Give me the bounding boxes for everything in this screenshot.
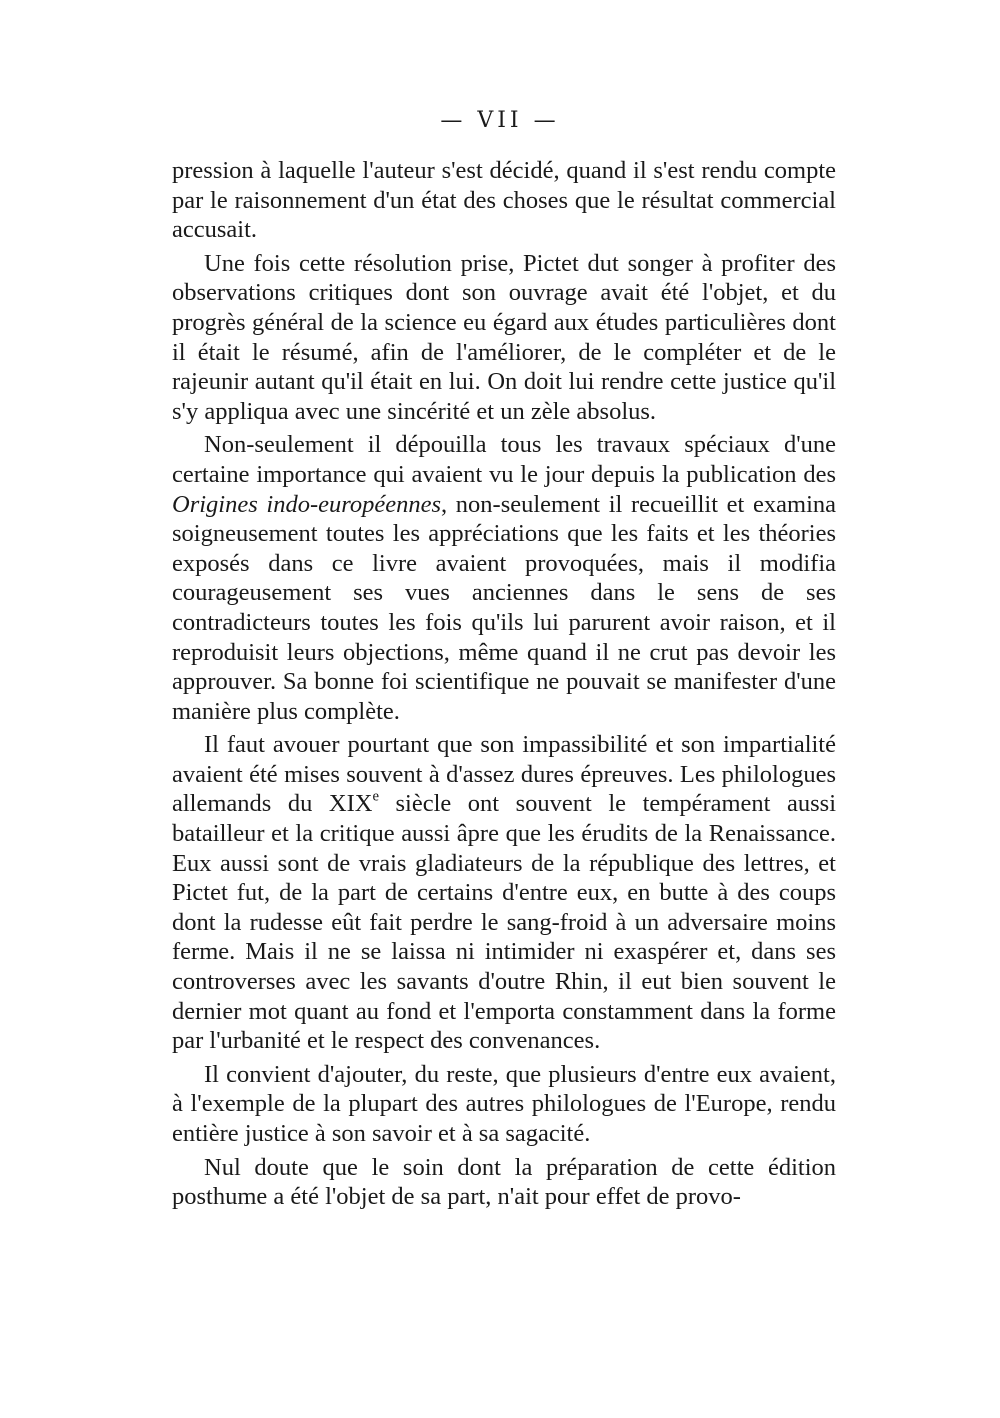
book-title: Origines indo-européennes (172, 490, 442, 518)
paragraph-1: pression à laquelle l'auteur s'est décidé, quand il s'est rendu compte par le raisonnement d'un état des choses que le résultat commercial accusait. (172, 157, 836, 244)
paragraph-4 (172, 730, 836, 1056)
page-header: — VII — (440, 108, 560, 133)
paragraph-6: Nul doute que le soin dont la préparation de cette édition posthume a été l'objet de sa part, n'ait pour effet de provo- (172, 1153, 836, 1211)
body-text (172, 156, 836, 1212)
paragraph-4-end: siècle ont souvent le tempérament aussi batailleur et la critique aussi âpre que les érudits de la Renaissance. Eux aussi sont de vrais gladiateurs de la république des lettres, et Pictet fut, de la part de certains d'entre eux, en butte à des coups dont la rudesse eût fait perdre le sang-froid à un adversaire moins ferme. Mais il ne se laissa ni intimider ni exaspérer et, dans ses controverses avec les savants d'outre Rhin, il eut bien souvent le dernier mot quant au fond et l'emporta constamment dans la forme par l'urbanité et le respect des convenances. (172, 790, 837, 1055)
paragraph-4-start: Il faut avouer pourtant que son impassibilité et son impartialité avaient été mises souvent à d'assez dures épreuves. Les philologues allemands du XIX (172, 731, 836, 818)
paragraph-3-end: , non-seulement il recueillit et examina soigneusement toutes les appréciations que les faits et les théories exposés dans ce livre avaient provoquées, mais il modifia courageusement ses vues anciennes dans le sens de ses contradicteurs toutes les fois qu'ils lui parurent avoir raison, et il reproduisit leurs objections, même quand il ne crut pas devoir les approuver. Sa bonne foi scientifique ne pouvait se manifester d'une manière plus complète. (172, 490, 836, 725)
paragraph-2: Une fois cette résolution prise, Pictet dut songer à profiter des observations critiques dont son ouvrage avait été l'objet, et du progrès général de la science eu égard aux études particulières dont il était le résumé, afin de l'améliorer, de le compléter et de le rajeunir autant qu'il était en lui. On doit lui rendre cette justice qu'il s'y appliqua avec une sincérité et un zèle absolus. (172, 249, 836, 425)
paragraph-3-start: Non-seulement il dépouilla tous les travaux spéciaux d'une certaine importance qui avaient vu le jour depuis la publication des (172, 431, 836, 488)
paragraph-5: Il convient d'ajouter, du reste, que plusieurs d'entre eux avaient, à l'exemple de la plupart des autres philologues de l'Europe, rendu entière justice à son savoir et à sa sagacité. (172, 1060, 836, 1147)
paragraph-3 (172, 430, 836, 726)
century-superscript: e (372, 789, 379, 806)
